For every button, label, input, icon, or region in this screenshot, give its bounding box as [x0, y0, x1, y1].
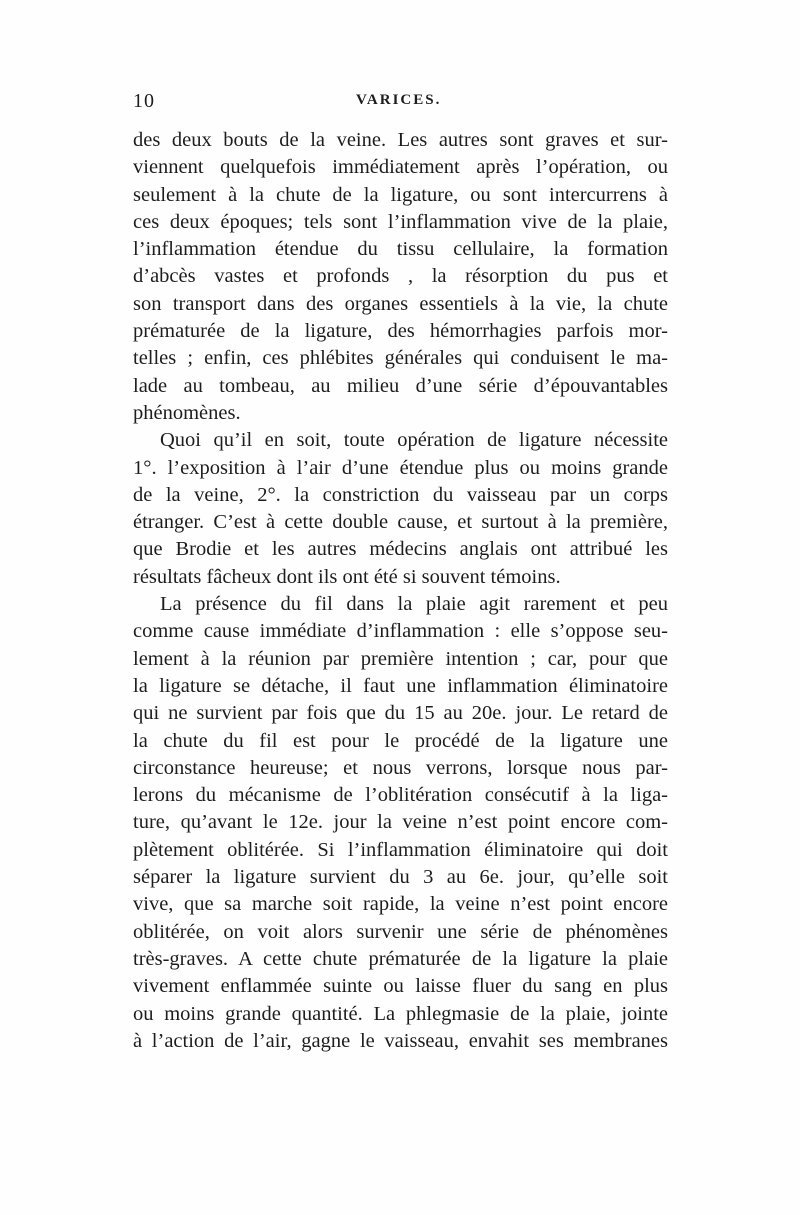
- text-line: d’abcès vastes et profonds , la résorption du pus et: [133, 265, 668, 288]
- page-number: 10: [133, 90, 155, 112]
- text-line: ces deux époques; tels sont l’inflammation vive de la plaie,: [133, 210, 668, 233]
- running-head: VARICES.: [356, 92, 442, 108]
- text-line: circonstance heureuse; et nous verrons, lorsque nous par-: [133, 756, 668, 779]
- text-line: plètement oblitérée. Si l’inflammation éliminatoire qui doit: [133, 838, 668, 861]
- text-line: Quoi qu’il en soit, toute opération de ligature nécessite: [160, 429, 668, 452]
- page-header: [133, 90, 668, 116]
- text-line: séparer la ligature survient du 3 au 6e. jour, qu’elle soit: [133, 866, 668, 889]
- text-line: des deux bouts de la veine. Les autres sont graves et sur-: [133, 129, 668, 151]
- text-line: prématurée de la ligature, des hémorrhagies parfois mor-: [133, 320, 668, 343]
- text-line: de la veine, 2°. la constriction du vaisseau par un corps: [133, 483, 668, 506]
- text-line: à l’action de l’air, gagne le vaisseau, envahit ses membranes: [133, 1029, 668, 1052]
- text-line: son transport dans des organes essentiels à la vie, la chute: [133, 292, 668, 315]
- text-line: La présence du fil dans la plaie agit rarement et peu: [160, 593, 668, 616]
- text-line: telles ; enfin, ces phlébites générales qui conduisent le ma-: [133, 347, 668, 370]
- text-line: phénomènes.: [133, 401, 241, 424]
- text-line: lement à la réunion par première intention ; car, pour que: [133, 647, 668, 670]
- text-line: lerons du mécanisme de l’oblitération consécutif à la liga-: [133, 784, 668, 807]
- text-line: l’inflammation étendue du tissu cellulaire, la formation: [133, 238, 668, 261]
- text-line: la chute du fil est pour le procédé de la ligature une: [133, 729, 668, 752]
- text-line: la ligature se détache, il faut une inflammation éliminatoire: [133, 674, 668, 697]
- text-line: étranger. C’est à cette double cause, et surtout à la première,: [133, 511, 668, 534]
- text-line: vivement enflammée suinte ou laisse fluer du sang en plus: [133, 975, 668, 998]
- text-line: ture, qu’avant le 12e. jour la veine n’est point encore com-: [133, 811, 668, 834]
- text-line: seulement à la chute de la ligature, ou sont intercurrens à: [133, 183, 668, 206]
- text-line: ou moins grande quantité. La phlegmasie de la plaie, jointe: [133, 1002, 668, 1025]
- text-line: 1°. l’exposition à l’air d’une étendue plus ou moins grande: [133, 456, 668, 479]
- text-line: vive, que sa marche soit rapide, la veine n’est point encore: [133, 893, 668, 916]
- text-line: oblitérée, on voit alors survenir une série de phénomènes: [133, 920, 668, 943]
- text-line: viennent quelquefois immédiatement après l’opération, ou: [133, 156, 668, 179]
- text-line: comme cause immédiate d’inflammation : elle s’oppose seu-: [133, 620, 668, 643]
- body-text: [133, 127, 668, 1055]
- text-line: très-graves. A cette chute prématurée de la ligature la plaie: [133, 947, 668, 970]
- text-line: qui ne survient par fois que du 15 au 20e. jour. Le retard de: [133, 702, 668, 725]
- text-line: que Brodie et les autres médecins anglais ont attribué les: [133, 538, 668, 561]
- text-line: résultats fâcheux dont ils ont été si souvent témoins.: [133, 565, 561, 588]
- text-line: lade au tombeau, au milieu d’une série d’épouvantables: [133, 374, 668, 397]
